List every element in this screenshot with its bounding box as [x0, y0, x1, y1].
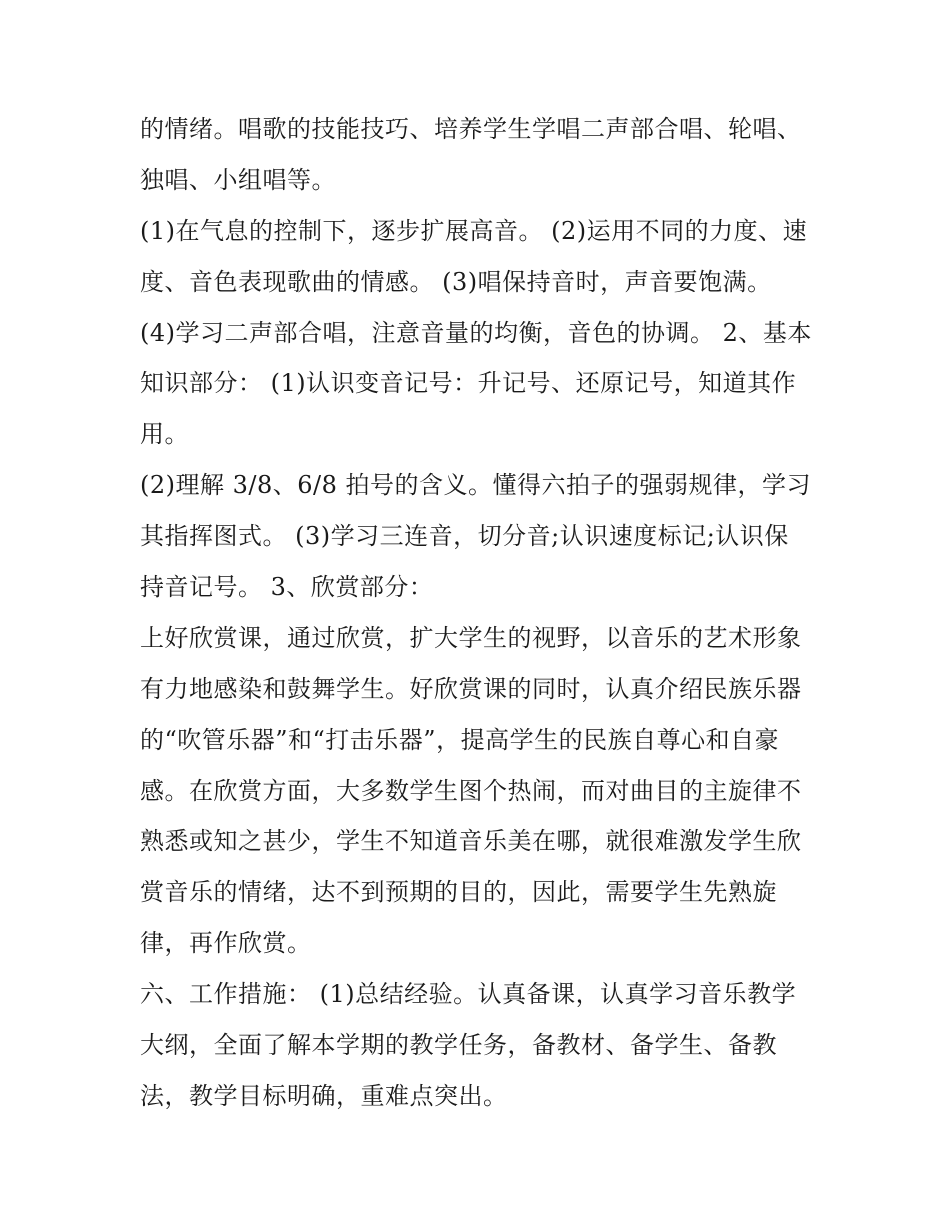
text-line: 知识部分： (1)认识变音记号：升记号、还原记号，知道其作 [140, 369, 797, 398]
text-line: (2)理解 3/8、6/8 拍号的含义。懂得六拍子的强弱规律，学习 [140, 471, 812, 500]
text-line: 有力地感染和鼓舞学生。好欣赏课的同时，认真介绍民族乐器 [140, 674, 802, 703]
text-line: (1)在气息的控制下，逐步扩展高音。 (2)运用不同的力度、速 [140, 216, 808, 245]
text-line: 大纲，全面了解本学期的教学任务，备教材、备学生、备教 [140, 1031, 777, 1060]
text-line: 的情绪。唱歌的技能技巧、培养学生学唱二声部合唱、轮唱、 [140, 115, 802, 143]
text-line: 其指挥图式。 (3)学习三连音，切分音;认识速度标记;认识保 [140, 522, 789, 551]
text-line: 六、工作措施： (1)总结经验。认真备课，认真学习音乐教学 [140, 980, 797, 1009]
body-text [140, 104, 820, 1122]
text-line: 熟悉或知之甚少，学生不知道音乐美在哪，就很难激发学生欣 [140, 827, 802, 856]
text-line: 上好欣赏课，通过欣赏，扩大学生的视野，以音乐的艺术形象 [140, 623, 802, 652]
text-line: 的“吹管乐器”和“打击乐器”，提高学生的民族自尊心和自豪 [140, 725, 780, 754]
text-line: 律，再作欣赏。 [140, 929, 312, 958]
text-line: (4)学习二声部合唱，注意音量的均衡，音色的协调。 2、基本 [140, 318, 812, 347]
text-line: 持音记号。 3、欣赏部分： [140, 573, 434, 602]
text-line: 法，教学目标明确，重难点突出。 [140, 1081, 508, 1110]
text-line: 感。在欣赏方面，大多数学生图个热闹，而对曲目的主旋律不 [140, 776, 802, 805]
text-line: 用。 [140, 420, 189, 449]
text-line: 度、音色表现歌曲的情感。 (3)唱保持音时，声音要饱满。 [140, 267, 772, 296]
text-line: 赏音乐的情绪，达不到预期的目的，因此，需要学生先熟旋 [140, 878, 777, 907]
text-line: 独唱、小组唱等。 [140, 165, 336, 194]
